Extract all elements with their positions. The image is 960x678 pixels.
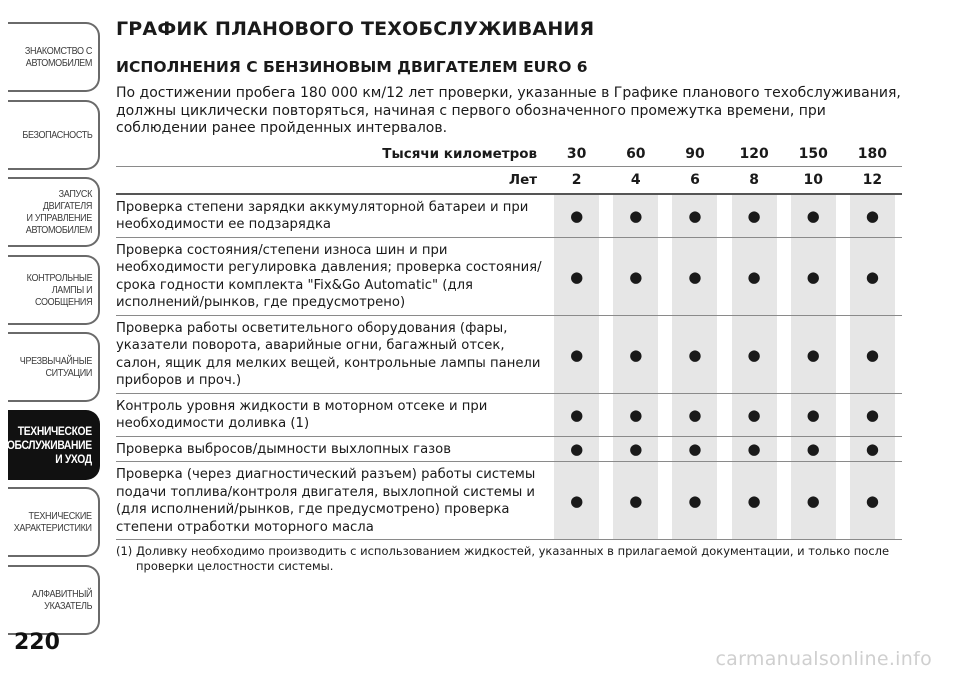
year-interval-2: 6: [665, 166, 724, 194]
check-dot-icon: ●: [688, 345, 702, 364]
check-dot-icon: ●: [570, 406, 584, 424]
km-interval-2: 90: [665, 142, 724, 167]
interval-cell: [784, 194, 843, 238]
chapter-tab-label: ЗАПУСК ДВИГАТЕЛЯ И УПРАВЛЕНИЕ АВТОМОБИЛЕМ: [25, 188, 93, 236]
interval-cell: [843, 315, 902, 393]
check-dot-icon: ●: [629, 406, 643, 424]
check-dot-icon: ●: [688, 267, 702, 286]
table-row: [116, 436, 902, 462]
table-row: [116, 194, 902, 238]
km-interval-3: 120: [725, 142, 784, 167]
chapter-tab-label: ЧРЕЗВЫЧАЙНЫЕ СИТУАЦИИ: [19, 355, 92, 379]
interval-cell: [606, 194, 665, 238]
check-dot-icon: ●: [806, 207, 820, 225]
interval-cell: [665, 462, 724, 540]
interval-cell: [606, 462, 665, 540]
check-dot-icon: ●: [806, 440, 820, 459]
interval-cell: [547, 237, 606, 315]
interval-cell: [665, 194, 724, 238]
check-description: Проверка работы осветительного оборудования (фары, указатели поворота, аварийные огни, багажный отсек, салон, ящик для мелких вещей, контрольные лампы панели приборов и проч.): [116, 315, 547, 393]
interval-cell: [606, 393, 665, 436]
year-interval-4: 10: [784, 166, 843, 194]
chapter-tab-index[interactable]: [8, 565, 100, 635]
chapter-tab-safety[interactable]: [8, 100, 100, 170]
chapter-tab-emergency[interactable]: [8, 332, 100, 402]
check-dot-icon: ●: [570, 267, 584, 286]
page-number: 220: [14, 630, 60, 655]
schedule-body: [116, 194, 902, 540]
check-dot-icon: ●: [570, 345, 584, 364]
check-dot-icon: ●: [747, 440, 761, 459]
check-dot-icon: ●: [629, 440, 643, 459]
check-dot-icon: ●: [865, 345, 879, 364]
km-interval-1: 60: [606, 142, 665, 167]
kilometers-label: Тысячи километров: [116, 142, 547, 167]
check-dot-icon: ●: [688, 492, 702, 510]
interval-cell: [665, 393, 724, 436]
main-content: [116, 14, 906, 574]
interval-cell: [784, 436, 843, 462]
interval-cell: [725, 237, 784, 315]
interval-cell: [606, 315, 665, 393]
km-interval-4: 150: [784, 142, 843, 167]
chapter-tab-label: ТЕХНИЧЕСКОЕ ОБСЛУЖИВАНИЕ И УХОД: [7, 423, 92, 466]
interval-cell: [547, 393, 606, 436]
check-dot-icon: ●: [806, 345, 820, 364]
table-row: [116, 393, 902, 436]
interval-cell: [665, 237, 724, 315]
check-dot-icon: ●: [747, 207, 761, 225]
chapter-tab-warning-lights[interactable]: [8, 255, 100, 325]
chapter-tab-label: КОНТРОЛЬНЫЕ ЛАМПЫ И СООБЩЕНИЯ: [26, 271, 92, 308]
check-dot-icon: ●: [806, 267, 820, 286]
check-description: Проверка степени зарядки аккумуляторной батареи и при необходимости ее подзарядка: [116, 194, 547, 238]
check-description: Проверка состояния/степени износа шин и при необходимости регулировка давления; проверка состояния/срока годности комплекта "Fix&Go Automatic" (для исполнений/рынков, где предусмотрено): [116, 237, 547, 315]
interval-cell: [547, 194, 606, 238]
years-label: Лет: [116, 166, 547, 194]
chapter-tab-label: АЛФАВИТНЫЙ УКАЗАТЕЛЬ: [31, 587, 92, 612]
interval-cell: [843, 194, 902, 238]
check-dot-icon: ●: [747, 406, 761, 424]
chapter-tab-label: ЗНАКОМСТВО С АВТОМОБИЛЕМ: [24, 45, 92, 69]
interval-cell: [843, 237, 902, 315]
check-dot-icon: ●: [629, 267, 643, 286]
table-row: [116, 315, 902, 393]
interval-cell: [725, 462, 784, 540]
check-description: Контроль уровня жидкости в моторном отсеке и при необходимости доливка (1): [116, 393, 547, 436]
table-row: [116, 237, 902, 315]
check-dot-icon: ●: [865, 492, 879, 510]
interval-cell: [843, 436, 902, 462]
check-dot-icon: ●: [865, 406, 879, 424]
interval-cell: [725, 194, 784, 238]
watermark: carmanualsonline.info: [715, 648, 932, 670]
chapter-tab-label: БЕЗОПАСНОСТЬ: [21, 128, 92, 141]
check-dot-icon: ●: [570, 207, 584, 225]
interval-cell: [725, 436, 784, 462]
section-subtitle: ИСПОЛНЕНИЯ С БЕНЗИНОВЫМ ДВИГАТЕЛЕМ EURO 6: [116, 58, 588, 76]
interval-cell: [606, 237, 665, 315]
check-dot-icon: ●: [688, 440, 702, 459]
chapter-tab-starting-driving[interactable]: [8, 177, 100, 247]
check-dot-icon: ●: [570, 440, 584, 459]
interval-cell: [784, 237, 843, 315]
check-dot-icon: ●: [806, 492, 820, 510]
check-dot-icon: ●: [865, 267, 879, 286]
header-row-years: [116, 166, 902, 194]
footnote: (1) Доливку необходимо производить с использованием жидкостей, указанных в прилагаемой документации, и только после проверки целостности системы.: [116, 544, 890, 573]
chapter-tab-maintenance[interactable]: [8, 410, 100, 480]
check-dot-icon: ●: [806, 406, 820, 424]
interval-cell: [547, 462, 606, 540]
year-interval-1: 4: [606, 166, 665, 194]
check-dot-icon: ●: [629, 345, 643, 364]
interval-cell: [784, 462, 843, 540]
chapter-tab-technical-data[interactable]: [8, 487, 100, 557]
interval-cell: [784, 315, 843, 393]
check-dot-icon: ●: [747, 267, 761, 286]
check-dot-icon: ●: [747, 492, 761, 510]
check-dot-icon: ●: [747, 345, 761, 364]
chapter-tab-label: ТЕХНИЧЕСКИЕ ХАРАКТЕРИСТИКИ: [14, 510, 92, 534]
interval-cell: [843, 462, 902, 540]
interval-cell: [725, 393, 784, 436]
year-interval-3: 8: [725, 166, 784, 194]
year-interval-0: 2: [547, 166, 606, 194]
interval-cell: [606, 436, 665, 462]
check-dot-icon: ●: [865, 440, 879, 459]
check-dot-icon: ●: [865, 207, 879, 225]
check-dot-icon: ●: [688, 207, 702, 225]
km-interval-0: 30: [547, 142, 606, 167]
check-dot-icon: ●: [629, 207, 643, 225]
check-dot-icon: ●: [570, 492, 584, 510]
intro-paragraph: По достижении пробега 180 000 км/12 лет проверки, указанные в Графике планового техобслуживания, должны циклически повторяться, начиная с первого обозначенного промежутка времени, при соблюдении ранее пройденных интервалов.: [116, 85, 901, 136]
page-title: ГРАФИК ПЛАНОВОГО ТЕХОБСЛУЖИВАНИЯ: [116, 18, 595, 40]
check-dot-icon: ●: [688, 406, 702, 424]
maintenance-schedule-table: [116, 142, 902, 541]
check-description: Проверка (через диагностический разъем) работы системы подачи топлива/контроля двигателя, выхлопной системы и (для исполнений/рынков, где предусмотрено) проверка степени отработки моторного масла: [116, 462, 547, 540]
interval-cell: [725, 315, 784, 393]
interval-cell: [665, 315, 724, 393]
km-interval-5: 180: [843, 142, 902, 167]
interval-cell: [665, 436, 724, 462]
chapter-tab-vehicle-intro[interactable]: [8, 22, 100, 92]
interval-cell: [547, 315, 606, 393]
check-description: Проверка выбросов/дымности выхлопных газов: [116, 436, 547, 462]
check-dot-icon: ●: [629, 492, 643, 510]
header-row-kilometers: [116, 142, 902, 167]
interval-cell: [784, 393, 843, 436]
interval-cell: [547, 436, 606, 462]
year-interval-5: 12: [843, 166, 902, 194]
interval-cell: [843, 393, 902, 436]
table-row: [116, 462, 902, 540]
